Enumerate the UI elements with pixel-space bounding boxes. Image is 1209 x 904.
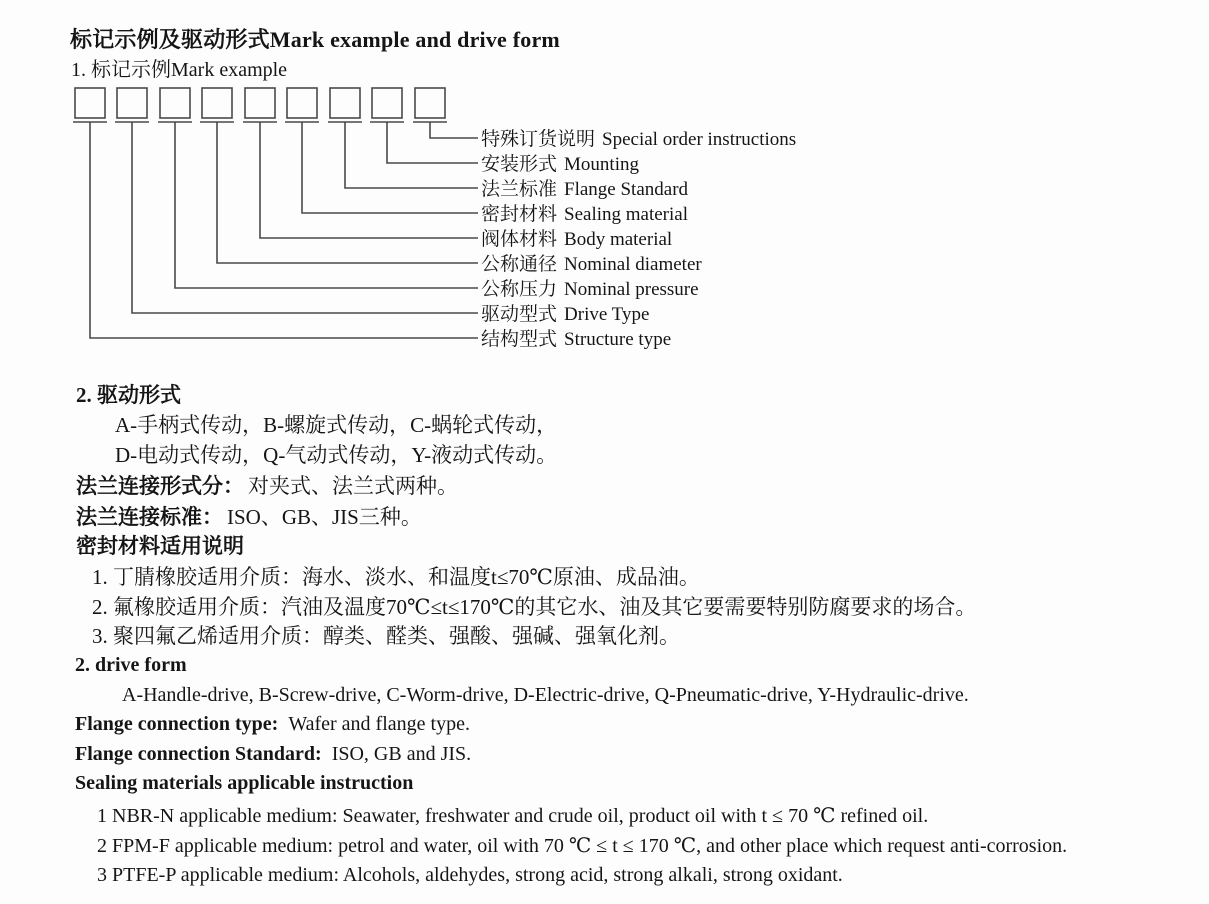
diagram-label-en: Body material: [564, 229, 673, 250]
sealing-zh-item-2: 2. 氟橡胶适用介质：汽油及温度70℃≤t≤170℃的其它水、油及其它要需要特别防腐要求的场合。: [92, 595, 977, 619]
diagram-label-zh: 特殊订货说明: [481, 129, 596, 150]
flange-standard-en-line: [75, 743, 471, 766]
diagram-label: [481, 128, 796, 152]
drive-form-zh-line1: A-手柄式传动，B-螺旋式传动，C-蜗轮式传动，: [115, 413, 558, 437]
sealing-en-item-1: 1 NBR-N applicable medium: Seawater, freshwater and crude oil, product oil with t ≤ 70 ℃ refined oil.: [97, 805, 929, 827]
code-box: [75, 88, 105, 118]
connector-lines: [73, 122, 478, 338]
flange-standard-zh-label: 法兰连接标准：: [76, 505, 223, 529]
mark-example-subtitle: 1. 标记示例Mark example: [71, 59, 288, 81]
sealing-zh-heading: 密封材料适用说明: [76, 534, 244, 558]
diagram-label-en: Structure type: [564, 329, 672, 350]
flange-type-en-line: [75, 713, 470, 736]
diagram-label-en: Mounting: [564, 154, 639, 175]
code-box: [160, 88, 190, 118]
diagram-label: [481, 203, 688, 227]
flange-type-en-label: Flange connection type:: [75, 713, 279, 735]
flange-standard-zh-line: [76, 501, 422, 531]
diagram-label: [481, 303, 649, 327]
diagram-label-zh: 密封材料: [481, 204, 558, 225]
flange-type-zh-label: 法兰连接形式分：: [76, 474, 244, 498]
flange-type-zh-text: 对夹式、法兰式两种。: [248, 474, 458, 498]
sealing-en-item-3: 3 PTFE-P applicable medium: Alcohols, aldehydes, strong acid, strong alkali, strong oxidant.: [97, 864, 843, 886]
code-box: [117, 88, 147, 118]
diagram-label-zh: 安装形式: [481, 154, 558, 175]
diagram-label: [481, 153, 639, 177]
diagram-label-en: Nominal diameter: [564, 254, 702, 275]
drive-form-en-line: A-Handle-drive, B-Screw-drive, C-Worm-drive, D-Electric-drive, Q-Pneumatic-drive, Y-Hydraulic-drive.: [122, 684, 969, 706]
sealing-zh-item-3: 3. 聚四氟乙烯适用介质：醇类、醛类、强酸、强碱、强氧化剂。: [92, 624, 680, 648]
diagram-label: [481, 253, 702, 277]
diagram-label-zh: 结构型式: [481, 329, 558, 350]
code-box: [330, 88, 360, 118]
sealing-zh-item-1: 1. 丁腈橡胶适用介质：海水、淡水、和温度t≤70℃原油、成品油。: [92, 565, 700, 589]
drive-form-zh-line2: D-电动式传动，Q-气动式传动，Y-液动式传动。: [115, 443, 558, 467]
flange-standard-zh-text: ISO、GB、JIS三种。: [227, 505, 422, 529]
code-box: [245, 88, 275, 118]
diagram-label-zh: 公称压力: [481, 279, 558, 300]
diagram-label-zh: 阀体材料: [481, 229, 558, 250]
diagram-label-en: Sealing material: [564, 204, 688, 225]
mark-code-diagram-svg: [60, 80, 490, 350]
mark-code-diagram: [60, 80, 490, 350]
diagram-label-en: Special order instructions: [602, 129, 797, 150]
code-box: [202, 88, 232, 118]
diagram-label-en: Flange Standard: [564, 179, 689, 200]
diagram-label-en: Nominal pressure: [564, 279, 699, 300]
flange-standard-en-label: Flange connection Standard:: [75, 743, 322, 765]
flange-type-zh-line: [76, 470, 458, 500]
diagram-label: [481, 178, 688, 202]
diagram-label-zh: 法兰标准: [481, 179, 558, 200]
code-box: [287, 88, 317, 118]
drive-form-zh-heading: 2. 驱动形式: [76, 383, 181, 407]
diagram-label: [481, 278, 699, 302]
page-title: 标记示例及驱动形式Mark example and drive form: [70, 27, 560, 52]
diagram-label: [481, 328, 671, 352]
drive-form-en-heading: 2. drive form: [75, 654, 187, 676]
sealing-en-heading: Sealing materials applicable instruction: [75, 772, 414, 794]
diagram-label: [481, 228, 672, 252]
sealing-en-item-2: 2 FPM-F applicable medium: petrol and water, oil with 70 ℃ ≤ t ≤ 170 ℃, and other place which request anti-corrosion.: [97, 835, 1068, 857]
flange-standard-en-text: ISO, GB and JIS.: [331, 743, 472, 765]
diagram-label-zh: 公称通径: [481, 254, 558, 275]
code-box: [372, 88, 402, 118]
flange-type-en-text: Wafer and flange type.: [288, 713, 470, 735]
diagram-label-en: Drive Type: [564, 304, 650, 325]
diagram-label-zh: 驱动型式: [481, 304, 558, 325]
code-box: [415, 88, 445, 118]
